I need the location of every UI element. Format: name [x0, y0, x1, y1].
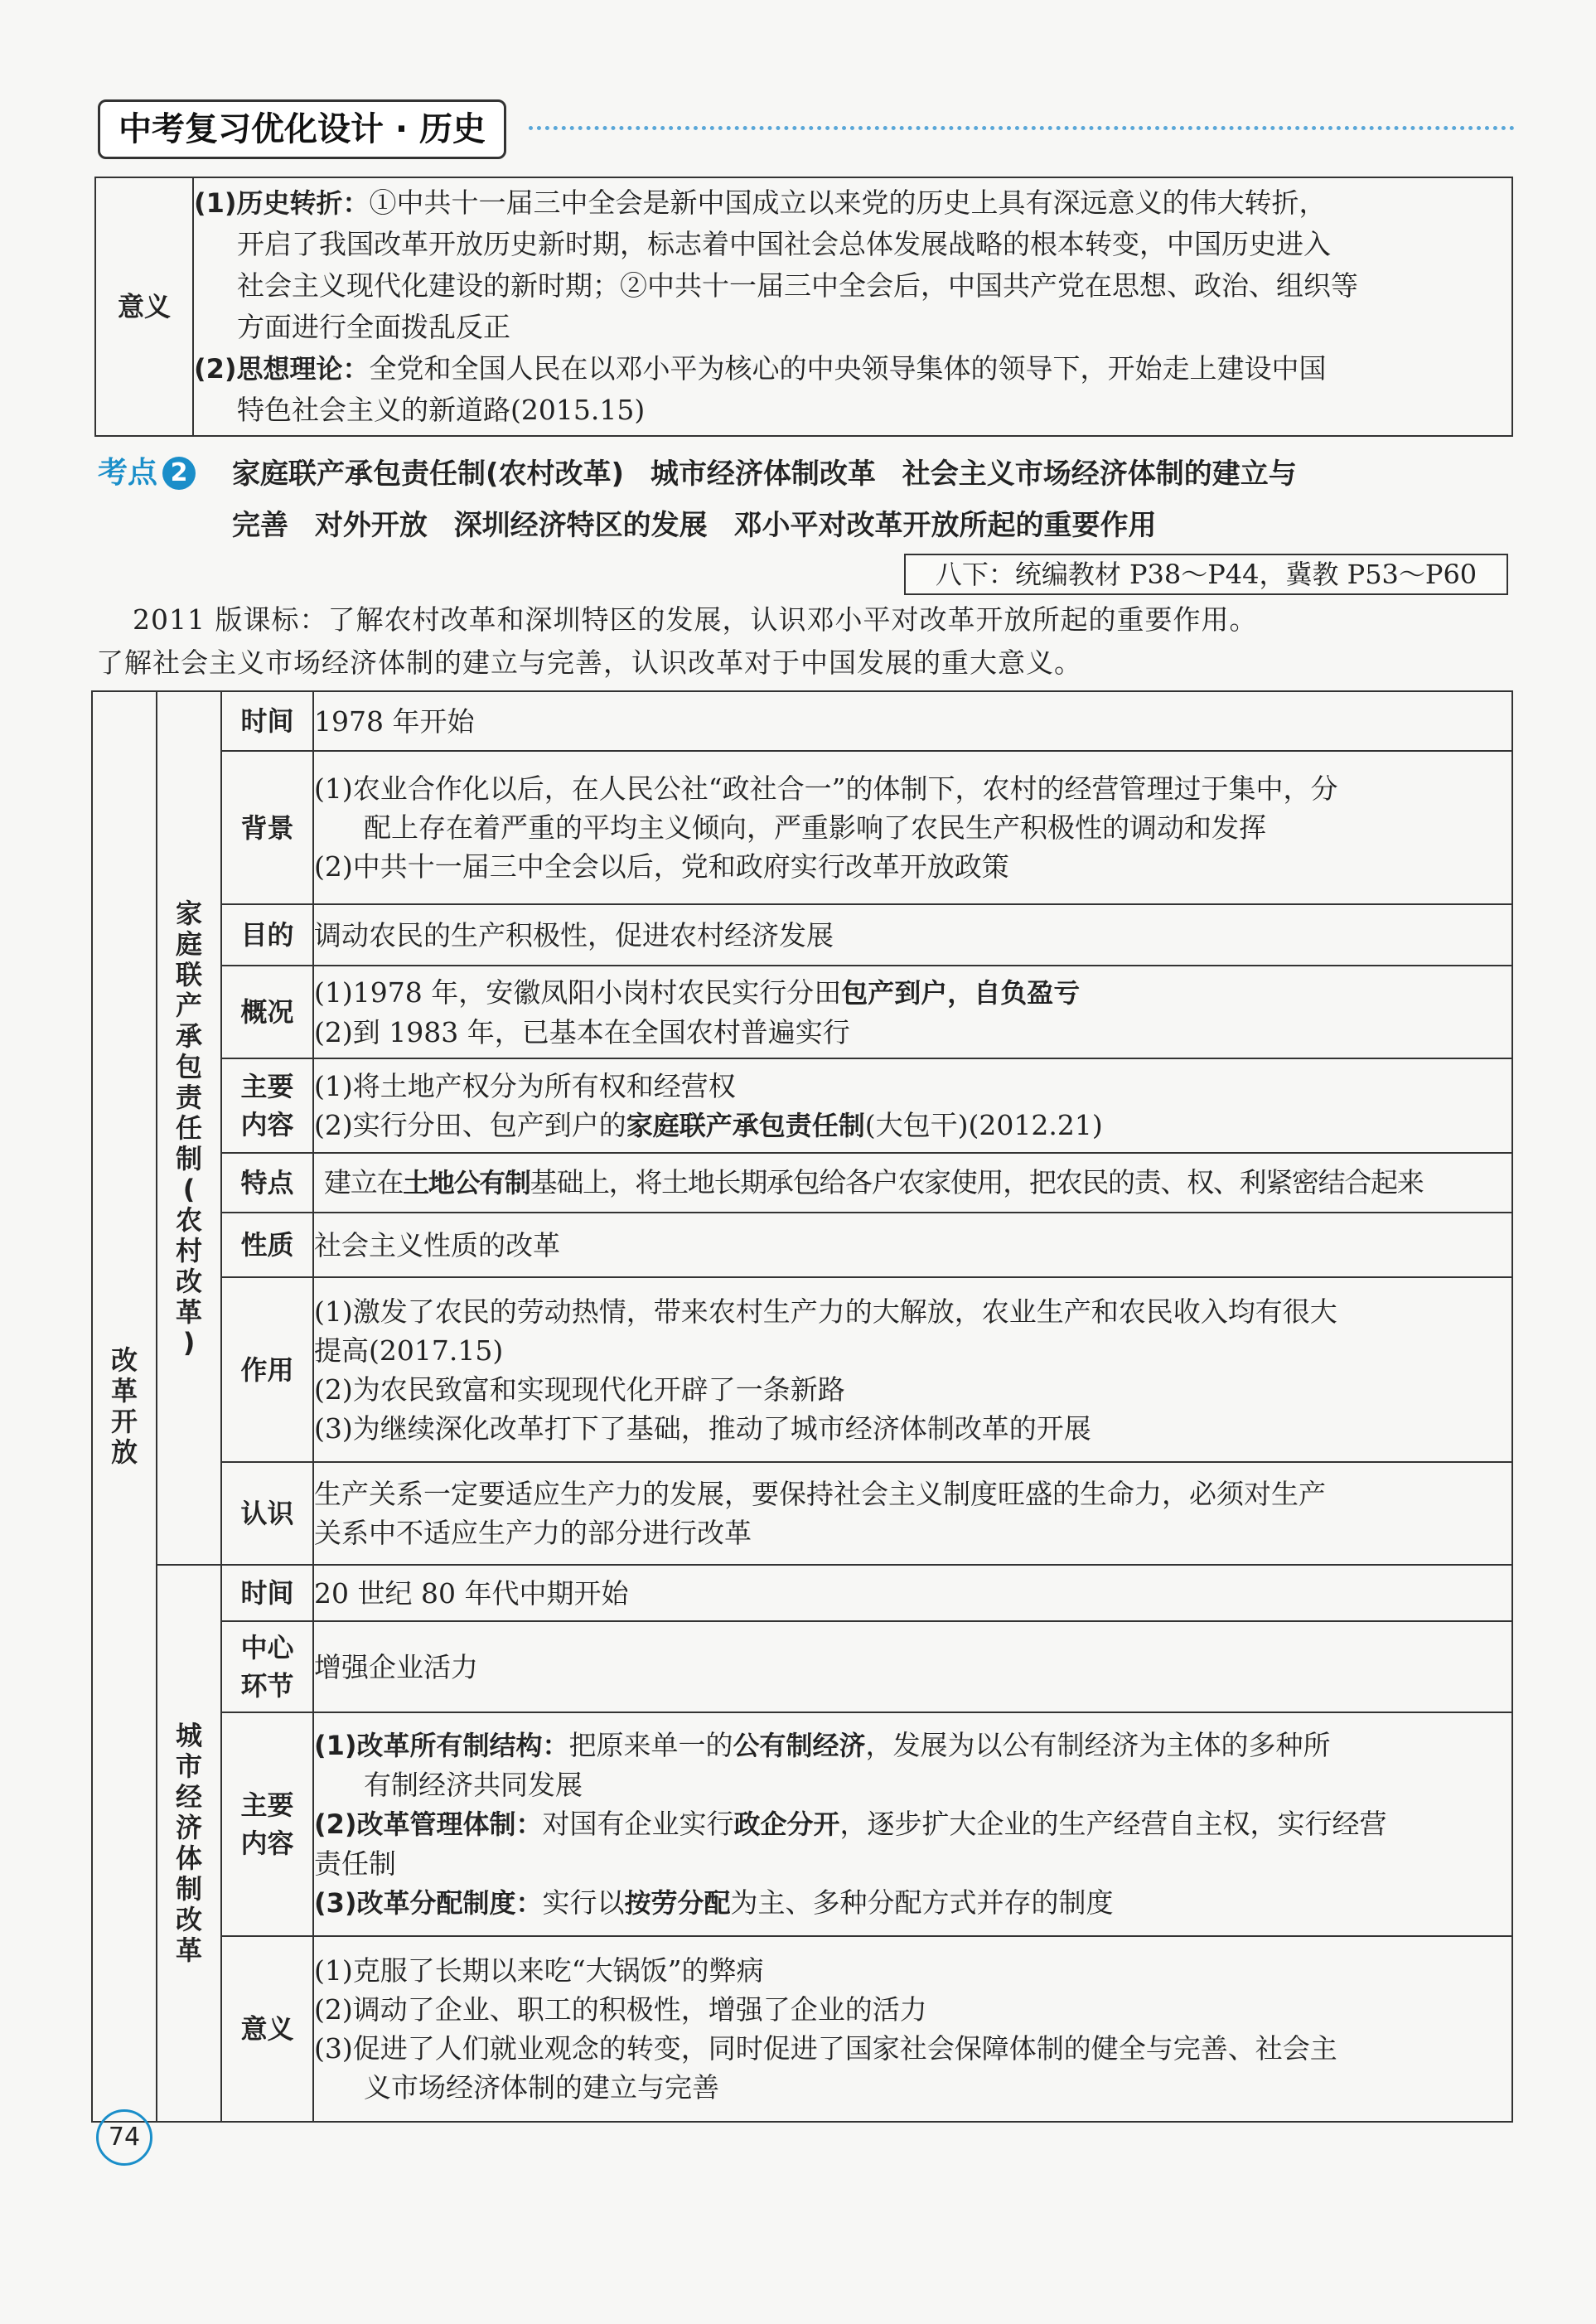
row-content: 建立在土地公有制基础上，将土地长期承包给各户农家使用，把农民的责、权、利紧密结合起来	[313, 1153, 1512, 1213]
page-number: 74	[96, 2109, 152, 2166]
p1-line: 开启了我国改革开放历史新时期，标志着中国社会总体发展战略的根本转变，中国历史进入	[237, 228, 1331, 260]
row-content: (1)农业合作化以后，在人民公社“政社合一”的体制下，农村的经营管理过于集中，分 配上存在着严重的平均主义倾向，严重影响了农民生产积极性的调动和发挥 (2)中共十一届三中全会以后，党和政府实行改革开放政策	[313, 751, 1512, 904]
row-label: 性质	[221, 1213, 313, 1277]
p2-line: 全党和全国人民在以邓小平为核心的中央领导集体的领导下，开始走上建设中国	[369, 352, 1327, 385]
row-content: (1)1978 年，安徽凤阳小岗村农民实行分田包产到户，自负盈亏 (2)到 1983 年，已基本在全国农村普遍实行	[313, 966, 1512, 1058]
row-label: 主要 内容	[221, 1058, 313, 1153]
row-label: 时间	[221, 691, 313, 751]
kaodian-line2: 完善 对外开放 深圳经济特区的发展 邓小平对改革开放所起的重要作用	[232, 509, 1157, 542]
row-content: (1)将土地产权分为所有权和经营权 (2)实行分田、包产到户的家庭联产承包责任制(大包干)(2012.21)	[313, 1058, 1512, 1153]
kaodian-number: 2	[162, 457, 196, 490]
emphasis: 政企分开	[733, 1808, 840, 1840]
emphasis: 按劳分配	[624, 1887, 731, 1919]
row-label: 背景	[221, 751, 313, 904]
row-content: (1)激发了农民的劳动热情，带来农村生产力的大解放，农业生产和农民收入均有很大 提高(2017.15) (2)为农民致富和实现现代化开辟了一条新路 (3)为继续深化改革打下了基础，推动了城市经济体制改革的开展	[313, 1277, 1512, 1462]
row-label: 中心 环节	[221, 1621, 313, 1712]
section-label-urban-reform: 城 市 经 济 体 制 改 革	[157, 1565, 221, 2122]
curriculum-line: 了解农村改革和深圳特区的发展，认识邓小平对改革开放所起的重要作用。	[327, 603, 1258, 636]
row-content: (1)克服了长期以来吃“大锅饭”的弊病 (2)调动了企业、职工的积极性，增强了企业的活力 (3)促进了人们就业观念的转变，同时促进了国家社会保障体制的健全与完善、社会主 义市场经济体制的建立与完善	[313, 1936, 1512, 2122]
header-dotted-rule	[529, 126, 1515, 130]
p1-line: 社会主义现代化建设的新时期；②中共十一届三中全会后，中国共产党在思想、政治、组织等	[237, 269, 1358, 302]
row-label: 目的	[221, 904, 313, 966]
row-content: 1978 年开始	[313, 691, 1512, 751]
header-title: 中考复习优化设计 · 历史	[98, 99, 506, 159]
row-label: 意义	[221, 1936, 313, 2122]
curriculum-label: 2011 版课标：	[133, 603, 328, 636]
row-content: 调动农民的生产积极性，促进农村经济发展	[313, 904, 1512, 966]
significance-label: 意义	[95, 177, 193, 436]
row-label: 作用	[221, 1277, 313, 1462]
p1-line: 方面进行全面拨乱反正	[237, 311, 510, 343]
row-label: 概况	[221, 966, 313, 1058]
p2-label: (2)思想理论：	[194, 353, 370, 385]
significance-content	[193, 177, 1512, 436]
emphasis: (1)改革所有制结构：	[314, 1730, 569, 1761]
row-content: (1)改革所有制结构：把原来单一的公有制经济，发展为以公有制经济为主体的多种所 有制经济共同发展 (2)改革管理体制：对国有企业实行政企分开，逐步扩大企业的生产经营自主权，实行经营 责任制 (3)改革分配制度：实行以按劳分配为主、多种分配方式并存的制度	[313, 1712, 1512, 1936]
reform-table	[91, 690, 1513, 2123]
curriculum-standard	[96, 598, 1512, 685]
emphasis: 包产到户，自负盈亏	[841, 976, 1081, 1009]
row-label: 主要 内容	[221, 1712, 313, 1936]
curriculum-line: 了解社会主义市场经济体制的建立与完善，认识改革对于中国发展的重大意义。	[96, 646, 1082, 679]
row-content: 20 世纪 80 年代中期开始	[313, 1565, 1512, 1621]
kaodian-tag: 考点 2	[98, 449, 196, 491]
page-header	[98, 99, 1515, 159]
section-label-household-responsibility: 家 庭 联 产 承 包 责 任 制 ( 农 村 改 革 )	[157, 691, 221, 1565]
row-label: 特点	[221, 1153, 313, 1213]
row-label: 认识	[221, 1462, 313, 1565]
row-content: 增强企业活力	[313, 1621, 1512, 1712]
emphasis: 土地公有制	[403, 1167, 530, 1198]
row-content: 社会主义性质的改革	[313, 1213, 1512, 1277]
p1-line: ①中共十一届三中全会是新中国成立以来党的历史上具有深远意义的伟大转折，	[369, 186, 1327, 219]
significance-table	[94, 177, 1513, 437]
p2-line: 特色社会主义的新道路(2015.15)	[237, 394, 646, 426]
textbook-reference: 八下：统编教材 P38～P44，冀教 P53～P60	[904, 554, 1508, 595]
emphasis: 公有制经济	[733, 1730, 866, 1761]
kaodian-line1: 家庭联产承包责任制(农村改革) 城市经济体制改革 社会主义市场经济体制的建立与	[232, 458, 1297, 491]
p1-label: (1)历史转折：	[194, 187, 370, 219]
emphasis: (3)改革分配制度：	[314, 1887, 543, 1919]
emphasis: 家庭联产承包责任制	[626, 1109, 865, 1141]
outer-label-reform-opening: 改 革 开 放	[92, 691, 157, 2122]
emphasis: (2)改革管理体制：	[314, 1808, 543, 1840]
row-content: 生产关系一定要适应生产力的发展，要保持社会主义制度旺盛的生命力，必须对生产 关系中不适应生产力的部分进行改革	[313, 1462, 1512, 1565]
row-label: 时间	[221, 1565, 313, 1621]
